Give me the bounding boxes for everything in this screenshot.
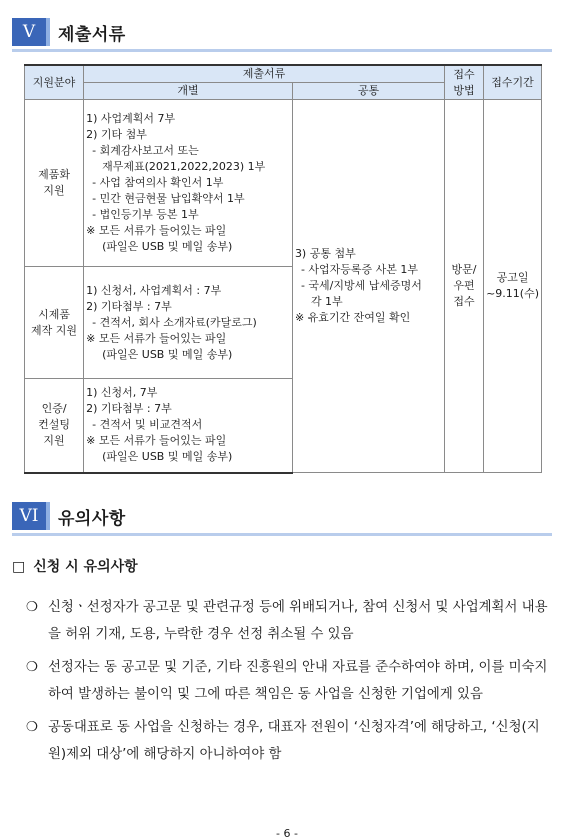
section-number: VI: [12, 502, 50, 530]
doc-item: (파일은 USB 및 메일 송부): [102, 240, 233, 253]
checkbox-icon: □: [12, 559, 26, 575]
section-underline: [12, 49, 552, 52]
note-text: 선정자는 동 공고문 및 기준, 기타 진흥원의 안내 자료를 준수하여야 하며, 이를 미숙지하여 발생하는 불이익 및 그에 따른 책임은 동 사업을 신청한 기업에게 있음: [48, 660, 548, 702]
note-item: [26, 654, 556, 708]
header-field: 지원분야: [25, 65, 84, 100]
individual-docs-cell: [84, 100, 293, 267]
section-header-5: [12, 18, 552, 54]
doc-item: 2) 기타첨부 : 7부: [86, 402, 172, 416]
header-individual: 개별: [84, 83, 293, 100]
method-cell: 방문/ 우편 접수: [444, 100, 483, 473]
note-text: 신청ㆍ선정자가 공고문 및 관련규정 등에 위배되거나, 참여 신청서 및 사업계획서 내용을 허위 기재, 도용, 누락한 경우 선정 취소될 수 있음: [48, 600, 548, 642]
doc-item: ※ 모든 서류가 들어있는 파일: [86, 434, 227, 448]
documents-table: [24, 64, 542, 474]
doc-item: - 견적서 및 비교견적서: [92, 418, 203, 432]
doc-item: 각 1부: [310, 295, 343, 308]
doc-item: ※ 유효기간 잔여일 확인: [294, 311, 411, 324]
field-cell: 인증/ 컨설팅 지원: [25, 379, 84, 473]
common-docs-cell: [292, 100, 444, 473]
note-item: [26, 594, 556, 648]
doc-item: 1) 신청서, 사업계획서 : 7부: [86, 283, 222, 297]
doc-item: - 민간 현금현물 납입확약서 1부: [92, 192, 245, 205]
subheading-text: 신청 시 유의사항: [33, 559, 138, 575]
header-docs: 제출서류: [84, 65, 445, 83]
doc-item: 2) 기타 첨부: [86, 128, 147, 141]
doc-item: ※ 모든 서류가 들어있는 파일: [86, 331, 227, 345]
section-number: V: [12, 18, 50, 46]
doc-item: 2) 기타첨부 : 7부: [86, 299, 172, 313]
section-title: 유의사항: [58, 509, 126, 529]
header-common: 공통: [292, 83, 444, 100]
doc-item: - 회계감사보고서 또는: [92, 144, 199, 157]
individual-docs-cell: [84, 379, 293, 473]
doc-item: - 법인등기부 등본 1부: [92, 208, 199, 221]
field-cell: 제품화 지원: [25, 100, 84, 267]
doc-item: 3) 공통 첨부: [294, 247, 356, 260]
field-cell: 시제품 제작 지원: [25, 267, 84, 379]
note-item: [26, 714, 556, 768]
doc-item: 1) 사업계획서 7부: [86, 112, 176, 125]
header-method: 접수 방법: [444, 65, 483, 100]
page-number: - 6 -: [276, 827, 298, 840]
header-period: 접수기간: [484, 65, 542, 100]
doc-item: 재무제표(2021,2022,2023) 1부: [102, 160, 266, 173]
subheading: [12, 556, 138, 576]
doc-item: - 국세/지방세 납세증명서: [300, 279, 422, 292]
bullet-icon: ❍: [26, 600, 39, 615]
notes-list: [26, 594, 556, 774]
period-cell: 공고일 ~9.11(수): [484, 100, 542, 473]
doc-item: (파일은 USB 및 메일 송부): [102, 450, 233, 464]
doc-item: (파일은 USB 및 메일 송부): [102, 347, 233, 361]
section-title: 제출서류: [58, 25, 126, 45]
doc-item: 1) 신청서, 7부: [86, 386, 158, 400]
bullet-icon: ❍: [26, 720, 39, 735]
doc-item: ※ 모든 서류가 들어있는 파일: [86, 224, 227, 237]
note-text: 공동대표로 동 사업을 신청하는 경우, 대표자 전원이 ‘신청자격’에 해당하고, ‘신청(지원)제외 대상’에 해당하지 아니하여야 함: [48, 720, 540, 762]
section-underline: [12, 533, 552, 536]
section-header-6: [12, 502, 552, 538]
doc-item: - 사업 참여의사 확인서 1부: [92, 176, 224, 189]
doc-item: - 견적서, 회사 소개자료(카달로그): [92, 315, 257, 329]
doc-item: - 사업자등록증 사본 1부: [300, 263, 419, 276]
individual-docs-cell: [84, 267, 293, 379]
bullet-icon: ❍: [26, 660, 39, 675]
